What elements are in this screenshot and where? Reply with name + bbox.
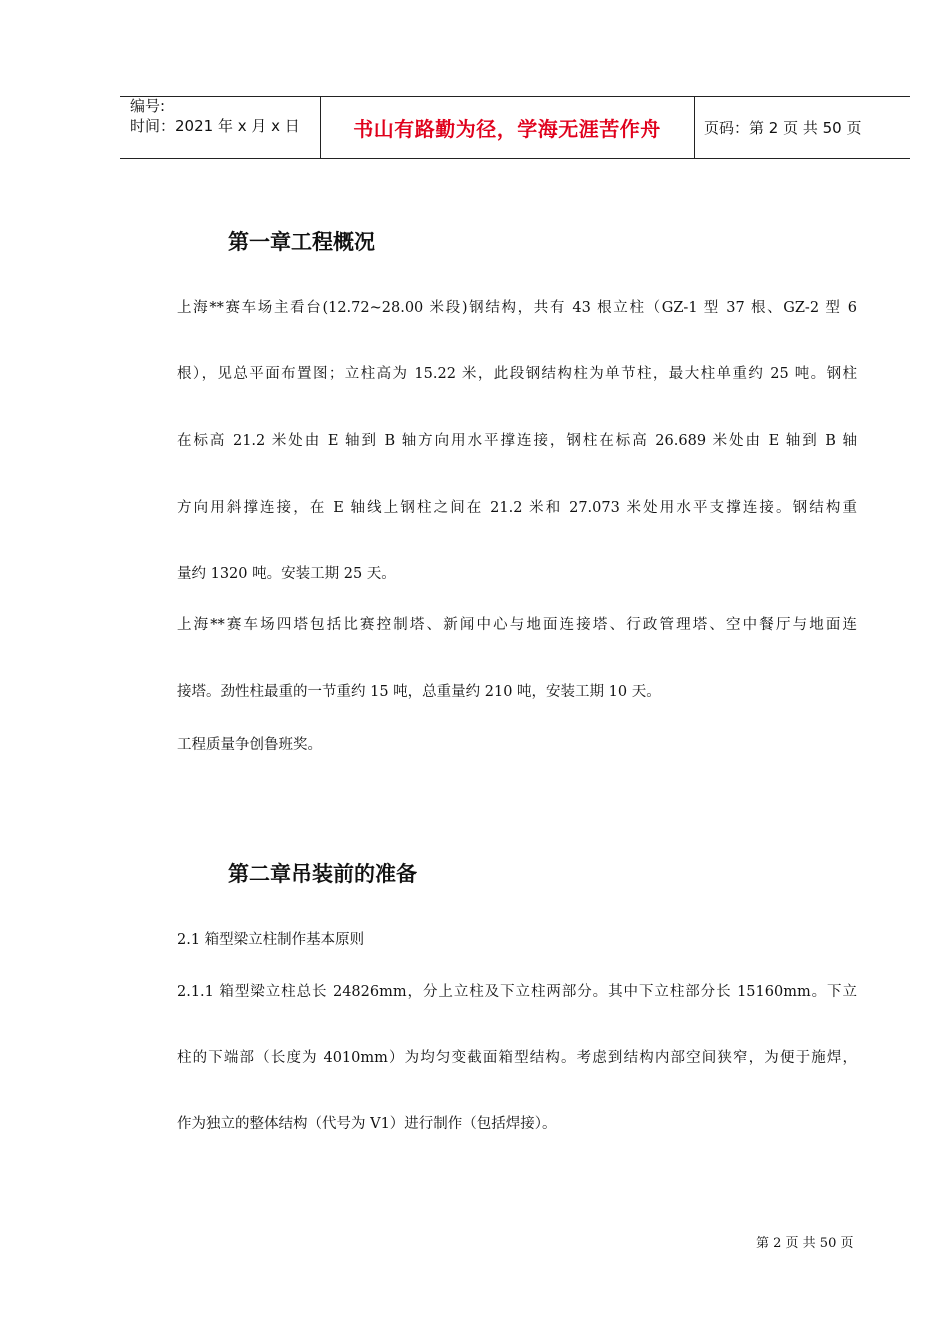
paragraph-line: 工程质量争创鲁班奖。 [177,737,322,753]
paragraph-line: 上海**赛车场四塔包括比赛控制塔、新闻中心与地面连接塔、行政管理塔、空中餐厅与地面连 [177,617,857,633]
header-divider [694,97,695,158]
time-line: 时间：2021 年 x 月 x 日 [130,117,300,135]
section-heading: 2.1 箱型梁立柱制作基本原则 [177,932,365,948]
paragraph-line: 根），见总平面布置图；立柱高为 15.22 米，此段钢结构柱为单节柱，最大柱单重约 25 吨。钢柱 [177,366,857,382]
paragraph-line: 接塔。劲性柱最重的一节重约 15 吨，总重量约 210 吨，安装工期 10 天。 [177,684,661,700]
header-meta [130,97,300,135]
paragraph-line: 柱的下端部（长度为 4010mm）为均匀变截面箱型结构。考虑到结构内部空间狭窄，为便于施焊， [177,1050,857,1066]
paragraph-line: 2.1.1 箱型梁立柱总长 24826mm，分上立柱及下立柱两部分。其中下立柱部分长 15160mm。下立 [177,984,857,1000]
paragraph-line: 量约 1320 吨。安装工期 25 天。 [177,566,396,582]
footer-page-info: 第 2 页 共 50 页 [756,1236,854,1251]
chapter2-title: 第二章吊装前的准备 [228,862,417,886]
paragraph-line: 上海**赛车场主看台(12.72~28.00 米段)钢结构，共有 43 根立柱（GZ-1 型 37 根、GZ-2 型 6 [177,300,857,316]
chapter1-title: 第一章工程概况 [228,230,375,254]
paragraph-line: 在标高 21.2 米处由 E 轴到 B 轴方向用水平撑连接，钢柱在标高 26.689 米处由 E 轴到 B 轴 [177,433,857,449]
number-label: 编号: [130,97,166,115]
header-page-info: 页码：第 2 页 共 50 页 [704,119,862,137]
paragraph-line: 方向用斜撑连接，在 E 轴线上钢柱之间在 21.2 米和 27.073 米处用水平支撑连接。钢结构重 [177,500,857,516]
header-motto: 书山有路勤为径，学海无涯苦作舟 [353,117,661,141]
paragraph-line: 作为独立的整体结构（代号为 V1）进行制作（包括焊接）。 [177,1116,557,1132]
document-header [120,96,910,159]
